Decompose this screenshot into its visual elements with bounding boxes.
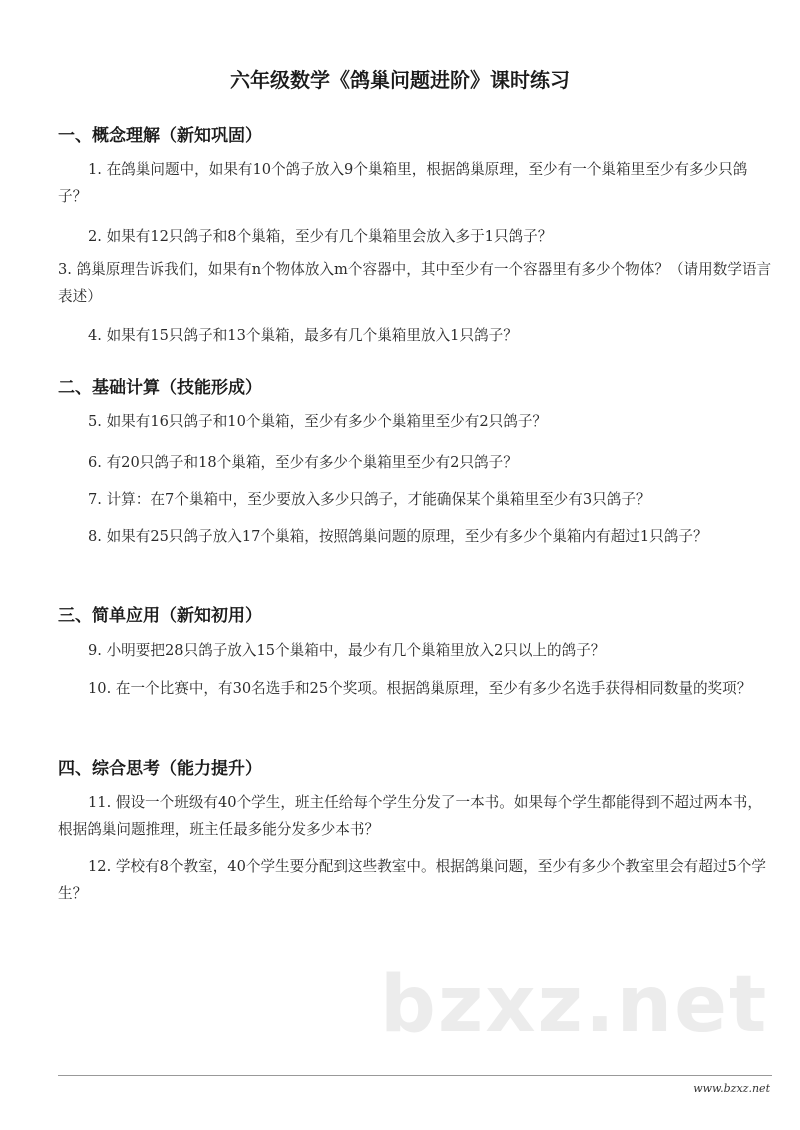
question-8: 8. 如果有25只鸽子放入17个巢箱，按照鸽巢问题的原理，至少有多少个巢箱内有超过1只鸽子？ [88,528,708,545]
question-3: 3. 鸽巢原理告诉我们，如果有n个物体放入m个容器中，其中至少有一个容器里有多少个物体？（请用数学语言表述） [58,261,772,305]
question-1: 1. 在鸽巢问题中，如果有10个鸽子放入9个巢箱里，根据鸽巢原理，至少有一个巢箱里至少有多少只鸽子？ [58,161,748,205]
section-heading-2: 二、基础计算（技能形成） [58,378,262,398]
watermark: bzxz.net [380,960,769,1050]
question-2: 2. 如果有12只鸽子和8个巢箱，至少有几个巢箱里会放入多于1只鸽子？ [88,228,553,245]
question-7: 7. 计算：在7个巢箱中，至少要放入多少只鸽子，才能确保某个巢箱里至少有3只鸽子？ [88,491,651,508]
section-heading-1: 一、概念理解（新知巩固） [58,126,262,146]
question-4: 4. 如果有15只鸽子和13个巢箱，最多有几个巢箱里放入1只鸽子？ [88,327,518,344]
section-heading-3: 三、简单应用（新知初用） [58,606,262,626]
footer-divider [58,1075,772,1076]
question-9: 9. 小明要把28只鸽子放入15个巢箱中，最少有几个巢箱里放入2只以上的鸽子？ [88,642,606,659]
footer-url: www.bzxz.net [693,1082,770,1095]
question-12: 12. 学校有8个教室，40个学生要分配到这些教室中。根据鸽巢问题，至少有多少个教室里会有超过5个学生？ [58,858,766,902]
question-11: 11. 假设一个班级有40个学生，班主任给每个学生分发了一本书。如果每个学生都能得到不超过两本书，根据鸽巢问题推理，班主任最多能分发多少本书？ [58,794,762,838]
section-heading-4: 四、综合思考（能力提升） [58,759,262,779]
page-title: 六年级数学《鸽巢问题进阶》课时练习 [230,68,570,92]
question-10: 10. 在一个比赛中，有30名选手和25个奖项。根据鸽巢原理，至少有多少名选手获得相同数量的奖项？ [88,680,752,697]
question-5: 5. 如果有16只鸽子和10个巢箱，至少有多少个巢箱里至少有2只鸽子？ [88,413,548,430]
question-6: 6. 有20只鸽子和18个巢箱，至少有多少个巢箱里至少有2只鸽子？ [88,454,518,471]
